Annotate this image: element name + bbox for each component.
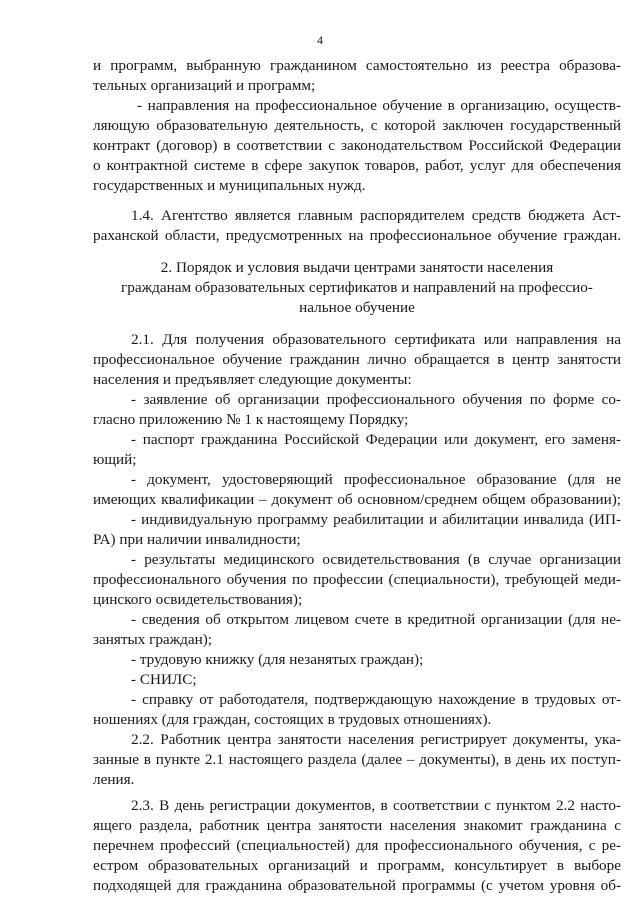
text-line: 2.3. В день регистрации документов, в соответствии с пунктом 2.2 насто-	[131, 797, 621, 814]
text-line: ношениях (для граждан, состоящих в трудовых отношениях).	[93, 711, 492, 728]
list-item: - СНИЛС;	[131, 671, 197, 688]
text-line: о контрактной системе в сфере закупок товаров, работ, услуг для обеспечения	[93, 157, 621, 174]
text-line: контракт (договор) в соответствии с законодательством Российской Федерации	[93, 137, 621, 154]
text-line: занные в пункте 2.1 настоящего раздела (далее – документы), в день их поступ-	[93, 751, 621, 768]
page-number: 4	[317, 33, 323, 47]
list-item: - заявление об организации профессионального обучения по форме со-	[131, 391, 621, 408]
text-line: профессионального обучения по профессии (специальности), требующей меди-	[93, 571, 621, 588]
text-line: РА) при наличии инвалидности;	[93, 531, 301, 548]
text-line: тельных организаций и программ;	[93, 77, 316, 94]
text-line: 2.2. Работник центра занятости населения регистрирует документы, ука-	[131, 731, 621, 748]
section-heading-line: гражданам образовательных сертификатов и направлений на профессио-	[121, 279, 593, 296]
text-line: подходящей для гражданина образовательной программы (с учетом уровня об-	[93, 877, 621, 894]
list-item: - индивидуальную программу реабилитации и абилитации инвалида (ИП-	[131, 511, 621, 528]
text-line: 2.1. Для получения образовательного сертификата или направления на	[131, 331, 621, 348]
section-heading-line: 2. Порядок и условия выдачи центрами занятости населения	[160, 259, 554, 276]
text-line: ления.	[93, 771, 135, 788]
text-line: населения и предъявляет следующие документы:	[93, 371, 412, 388]
text-line: цинского освидетельствования);	[93, 591, 303, 608]
list-item: - справку от работодателя, подтверждающую нахождение в трудовых от-	[131, 691, 621, 708]
text-line: ющий;	[93, 451, 137, 468]
text-line: занятых граждан);	[93, 631, 213, 648]
text-line: профессиональное обучение гражданин лично обращается в центр занятости	[93, 351, 621, 368]
text-line: гласно приложению № 1 к настоящему Порядку;	[93, 411, 409, 428]
text-line: естром образовательных организаций и программ, консультирует в выборе	[93, 857, 621, 874]
text-line: раханской области, предусмотренных на профессиональное обучение граждан.	[93, 227, 621, 244]
list-item: - документ, удостоверяющий профессиональное образование (для не	[131, 471, 621, 488]
list-item: - трудовую книжку (для незанятых граждан);	[131, 651, 424, 668]
text-line: перечнем профессий (специальностей) для профессионального обучения, с ре-	[93, 837, 621, 854]
text-line: имеющих квалификации – документ об основном/среднем общем образовании);	[93, 491, 621, 508]
text-line: - направления на профессиональное обучение в организацию, осуществ-	[137, 97, 621, 114]
text-line: и программ, выбранную гражданином самостоятельно из реестра образова-	[93, 57, 621, 74]
text-line: 1.4. Агентство является главным распорядителем средств бюджета Аст-	[131, 207, 621, 224]
text-line: ящего раздела, работник центра занятости населения знакомит гражданина с	[93, 817, 621, 834]
text-line: государственных и муниципальных нужд.	[93, 177, 366, 194]
section-heading-line: нальное обучение	[299, 299, 415, 316]
list-item: - паспорт гражданина Российской Федерации или документ, его заменя-	[131, 431, 621, 448]
text-line: ляющую образовательную деятельность, с которой заключен государственный	[93, 117, 621, 134]
list-item: - результаты медицинского освидетельствования (в случае организации	[131, 551, 621, 568]
list-item: - сведения об открытом лицевом счете в кредитной организации (для не-	[131, 611, 621, 628]
